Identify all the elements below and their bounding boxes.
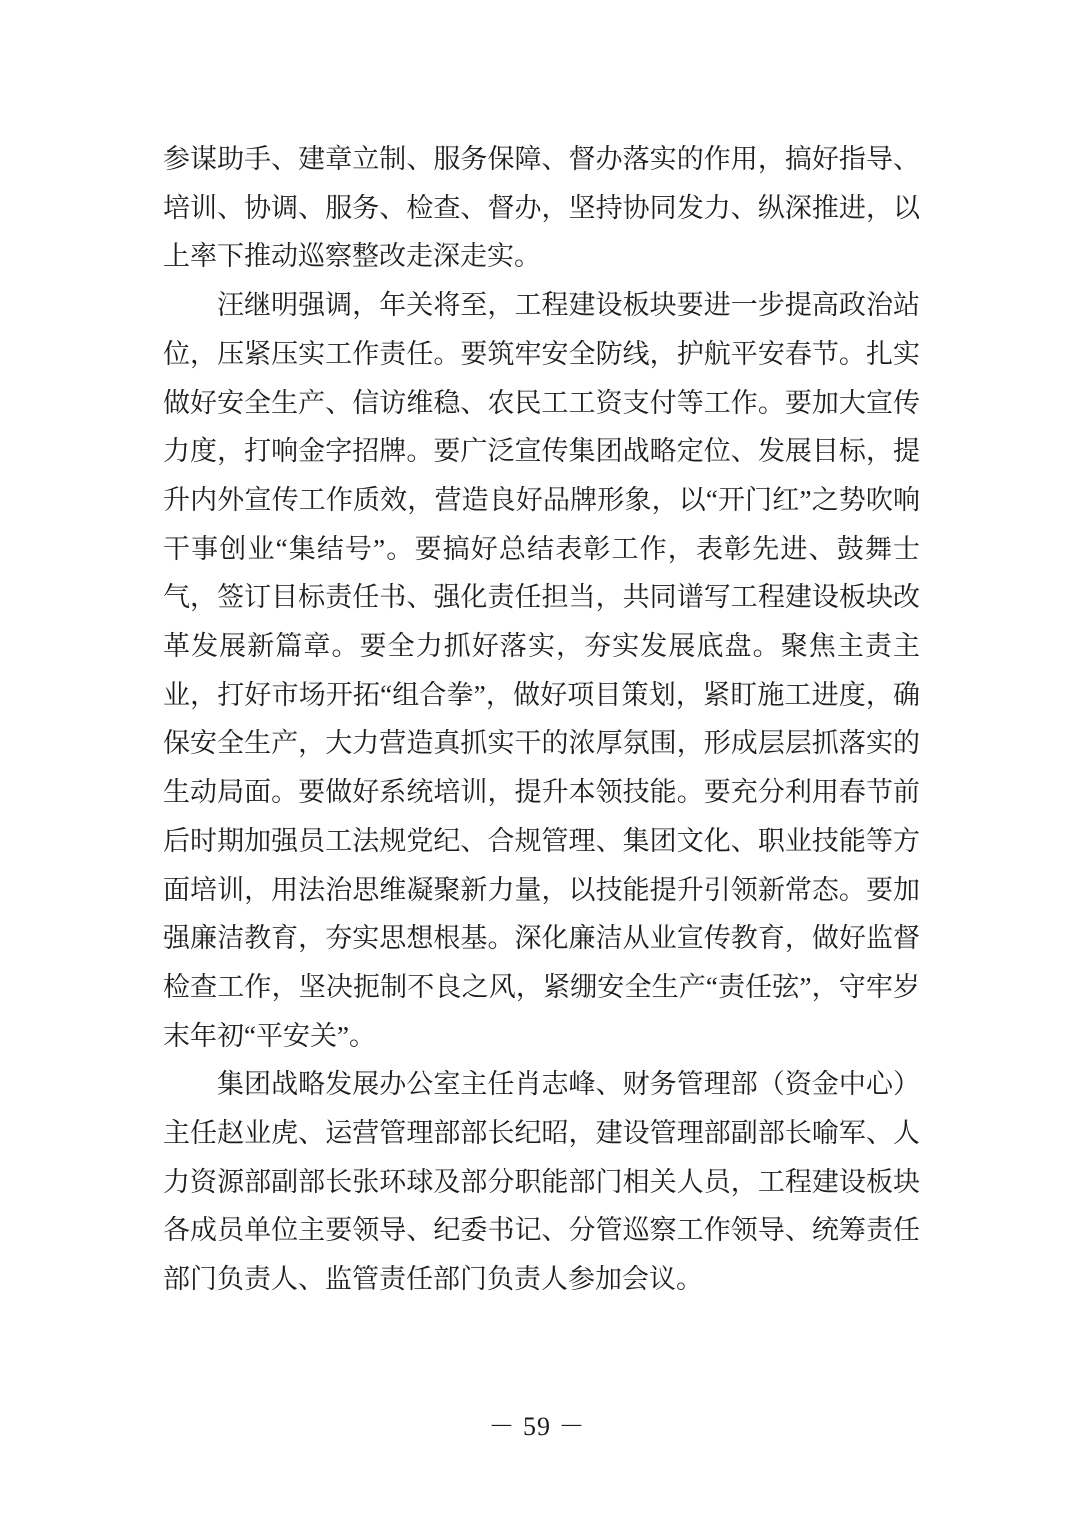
paragraph-attendees: 集团战略发展办公室主任肖志峰、财务管理部（资金中心）主任赵业虎、运营管理部部长纪昭，建设管理部副部长喻军、人力资源部副部长张环球及部分职能部门相关人员，工程建设板块各成员单位主要领导、纪委书记、分管巡察工作领导、统筹责任部门负责人、监管责任部门负责人参加会议。 bbox=[163, 1069, 920, 1295]
paragraph-continuation: 参谋助手、建章立制、服务保障、督办落实的作用，搞好指导、培训、协调、服务、检查、督办，坚持协同发力、纵深推进，以上率下推动巡察整改走深走实。 bbox=[163, 144, 920, 272]
paragraph-remarks: 汪继明强调，年关将至，工程建设板块要进一步提高政治站位，压紧压实工作责任。要筑牢安全防线，护航平安春节。扎实做好安全生产、信访维稳、农民工工资支付等工作。要加大宣传力度，打响金字招牌。要广泛宣传集团战略定位、发展目标，提升内外宣传工作质效，营造良好品牌形象，以“开门红”之势吹响干事创业“集结号”。要搞好总结表彰工作，表彰先进、鼓舞士气，签订目标责任书、强化责任担当，共同谱写工程建设板块改革发展新篇章。要全力抓好落实，夯实发展底盘。聚焦主责主业，打好市场开拓“组合拳”，做好项目策划，紧盯施工进度，确保安全生产，大力营造真抓实干的浓厚氛围，形成层层抓落实的生动局面。要做好系统培训，提升本领技能。要充分利用春节前后时期加强员工法规党纪、合规管理、集团文化、职业技能等方面培训，用法治思维凝聚新力量，以技能提升引领新常态。要加强廉洁教育，夯实思想根基。深化廉洁从业宣传教育，做好监督检查工作，坚决扼制不良之风，紧绷安全生产“责任弦”，守牢岁末年初“平安关”。 bbox=[163, 290, 920, 1051]
body-text-block bbox=[163, 135, 920, 1304]
page-number: － 59 － bbox=[488, 1412, 586, 1441]
